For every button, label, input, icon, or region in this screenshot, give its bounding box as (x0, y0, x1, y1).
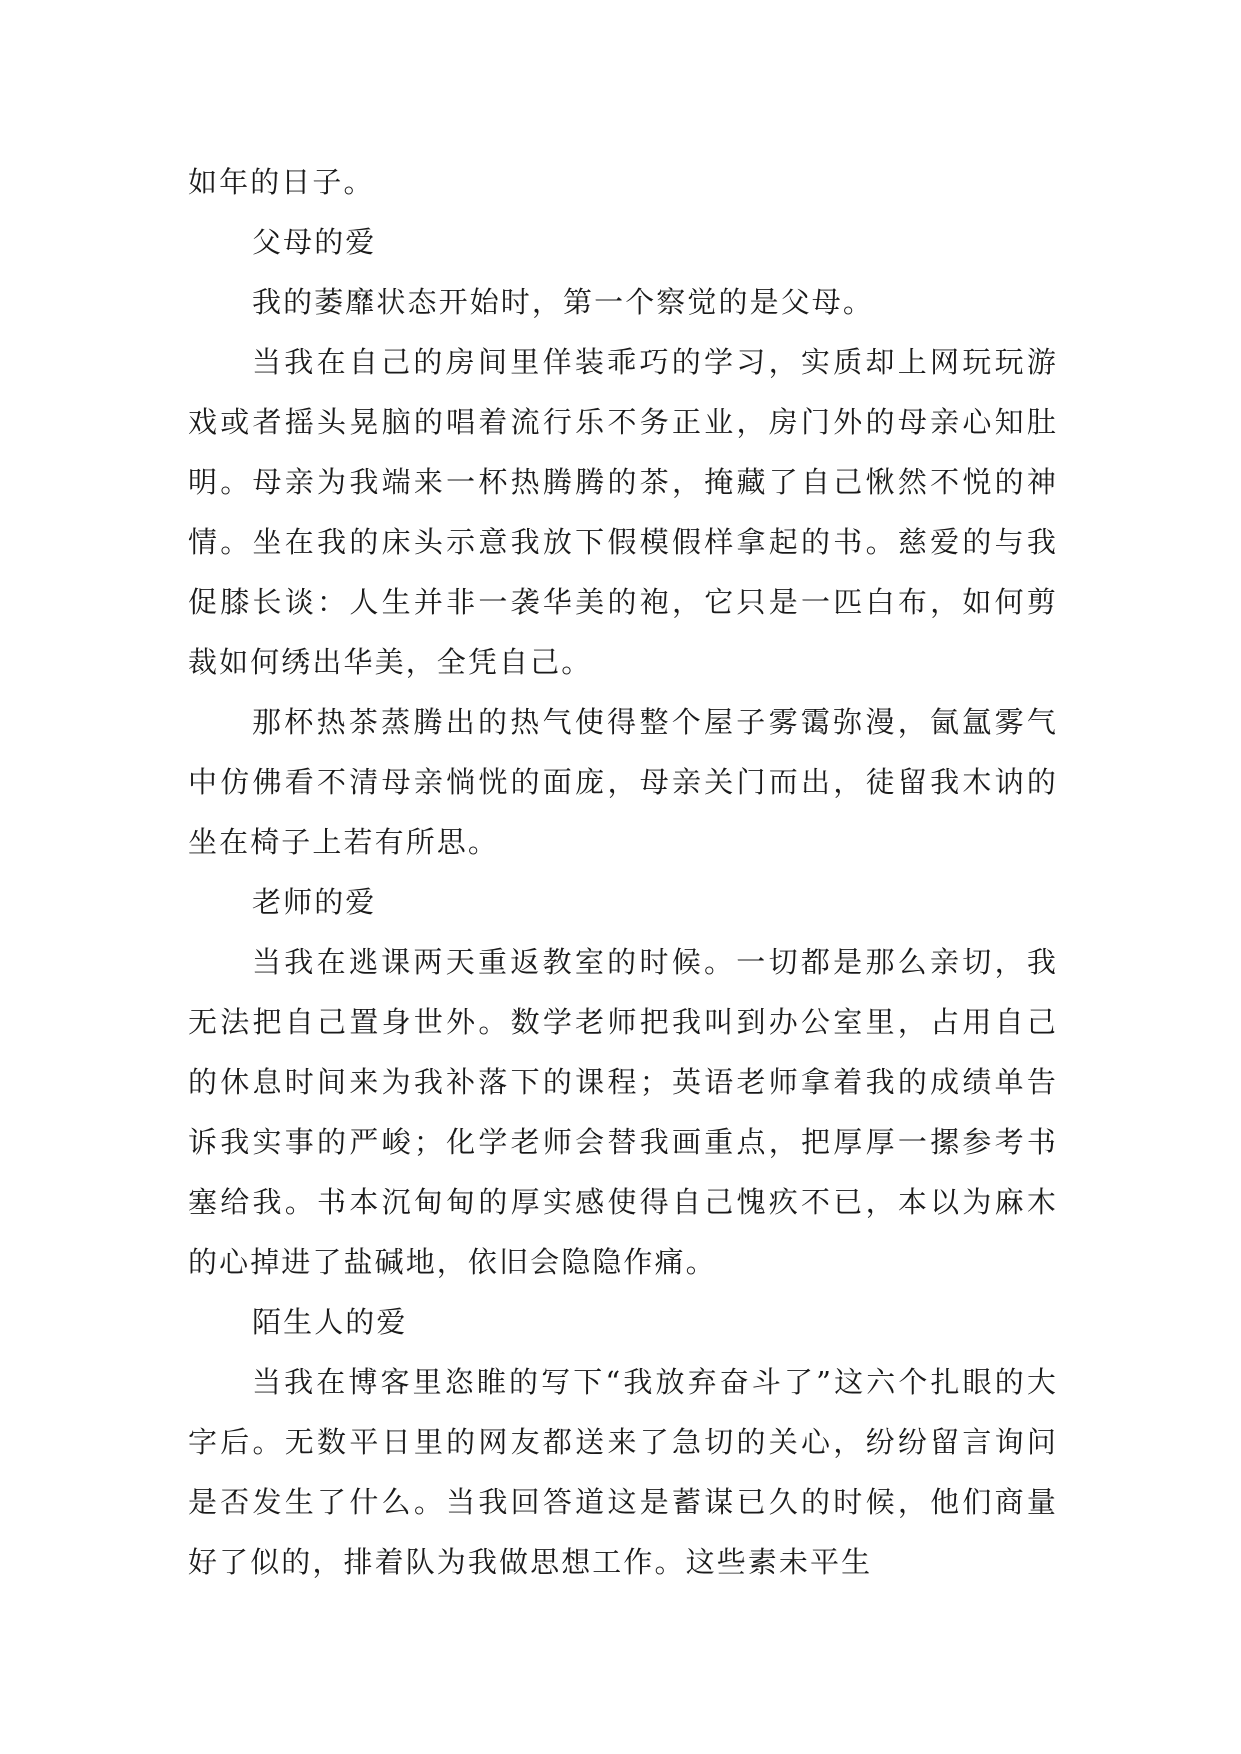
paragraph: 我的萎靡状态开始时，第一个察觉的是父母。 (252, 285, 875, 319)
section-heading-parents-love: 父母的爱 (252, 225, 377, 259)
section-heading-teachers-love: 老师的爱 (252, 885, 377, 919)
paragraph: 当我在自己的房间里佯装乖巧的学习，实质却上网玩玩游戏或者摇头晃脑的唱着流行乐不务正业，房门外的母亲心知肚明。母亲为我端来一杯热腾腾的茶，掩藏了自己愀然不悦的神情。坐在我的床头示意我放下假模假样拿起的书。慈爱的与我促膝长谈：人生并非一袭华美的袍，它只是一匹白布，如何剪裁如何绣出华美，全凭自己。 (188, 345, 1058, 679)
paragraph: 当我在逃课两天重返教室的时候。一切都是那么亲切，我无法把自己置身世外。数学老师把我叫到办公室里，占用自己的休息时间来为我补落下的课程；英语老师拿着我的成绩单告诉我实事的严峻；化学老师会替我画重点，把厚厚一摞参考书塞给我。书本沉甸甸的厚实感使得自己愧疚不已，本以为麻木的心掉进了盐碱地，依旧会隐隐作痛。 (188, 945, 1058, 1279)
paragraph: 当我在博客里恣睢的写下“我放弃奋斗了”这六个扎眼的大字后。无数平日里的网友都送来了急切的关心，纷纷留言询问是否发生了什么。当我回答道这是蓄谋已久的时候，他们商量好了似的，排着队为我做思想工作。这些素未平生 (188, 1365, 1058, 1579)
document-body (188, 152, 1058, 1592)
paragraph: 那杯热茶蒸腾出的热气使得整个屋子雾霭弥漫，氤氲雾气中仿佛看不清母亲惝恍的面庞，母亲关门而出，徒留我木讷的坐在椅子上若有所思。 (188, 705, 1058, 859)
section-heading-strangers-love: 陌生人的爱 (252, 1305, 408, 1339)
paragraph-continuation: 如年的日子。 (188, 165, 375, 199)
